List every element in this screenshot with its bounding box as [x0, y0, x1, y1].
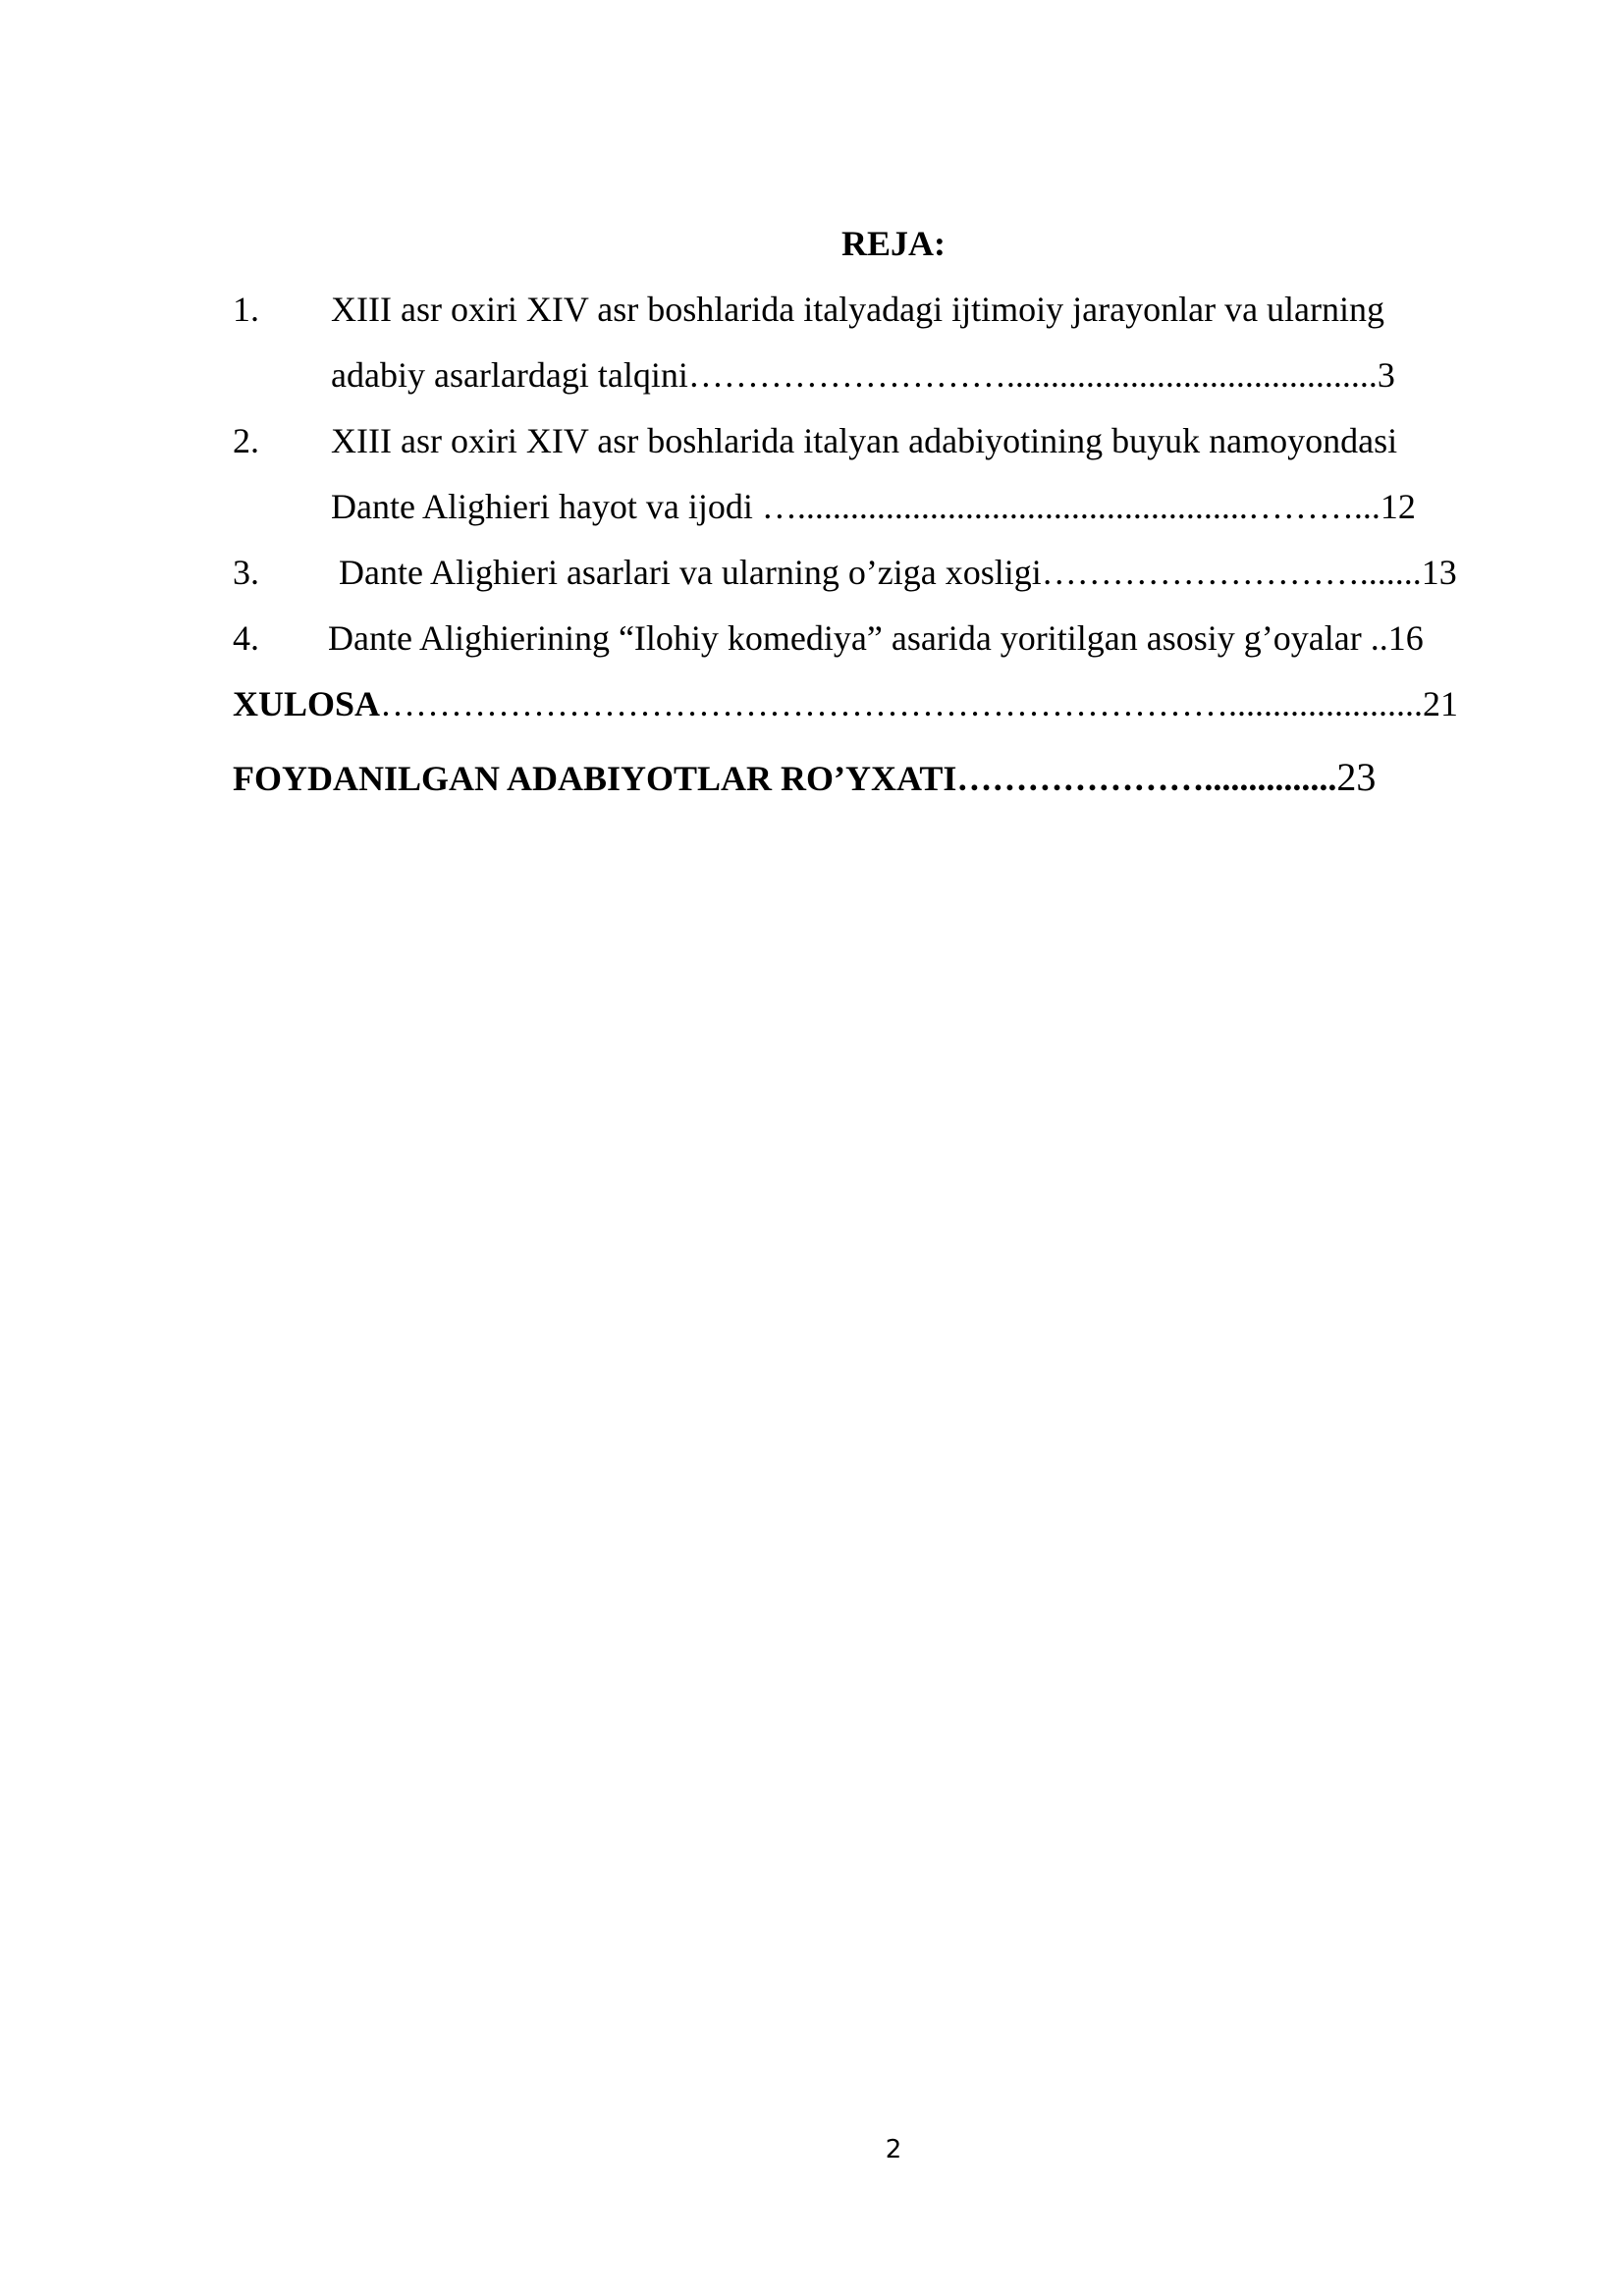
page-title: REJA:: [841, 224, 946, 263]
page-number: 2: [885, 2135, 902, 2164]
toc-item-1-line-2: adabiy asarlardagi talqini………………………..........................................3: [331, 355, 1395, 395]
toc-references-page: 23: [1336, 755, 1377, 799]
toc-item-2-line-1: XIII asr oxiri XIV asr boshlarida italyan adabiyotining buyuk namoyondasi: [331, 421, 1398, 460]
toc-references-label: FOYDANILGAN ADABIYOTLAR RO’YXATI: [233, 759, 957, 798]
toc-item-2-number: 2.: [233, 421, 259, 460]
toc-conclusion-label: XULOSA: [233, 684, 381, 723]
toc-item-3-line-1: Dante Alighieri asarlari va ularning o’ziga xosligi……………………….......13: [339, 553, 1457, 592]
toc-item-2-line-2: Dante Alighieri hayot va ijodi …...................................................………...12: [331, 487, 1416, 526]
toc-item-1-number: 1.: [233, 290, 259, 329]
toc-item-4-line-1: Dante Alighierining “Ilohiy komediya” asarida yoritilgan asosiy g’oyalar ..16: [328, 618, 1424, 658]
toc-conclusion: [233, 684, 1458, 723]
toc-references-leader: …………………...............: [956, 759, 1337, 798]
toc-item-4-number: 4.: [233, 618, 259, 658]
toc-item-3-number: 3.: [233, 553, 259, 592]
toc-conclusion-leader: ………………………………………………………………......................21: [380, 684, 1459, 723]
toc-item-1-line-1: XIII asr oxiri XIV asr boshlarida italyadagi ijtimoiy jarayonlar va ularning: [331, 290, 1385, 329]
toc-references: [233, 755, 1377, 799]
